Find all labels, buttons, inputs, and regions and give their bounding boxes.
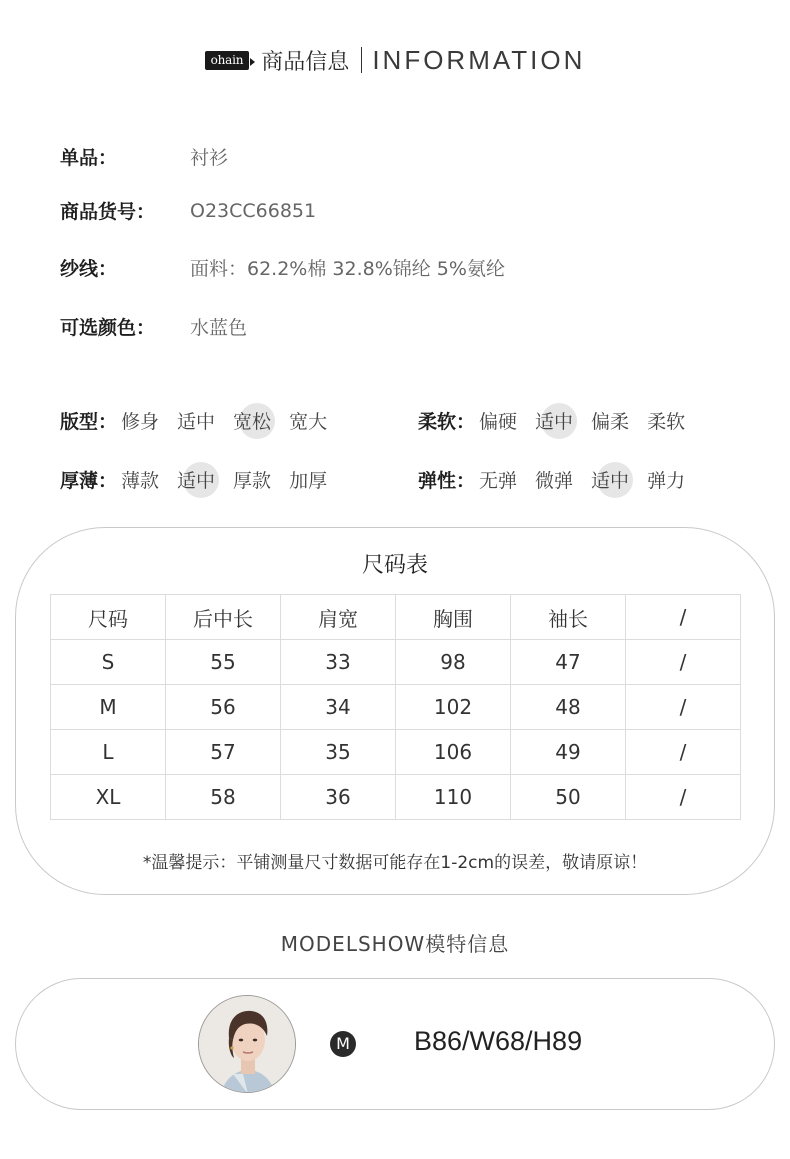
table-header-cell: 胸围 xyxy=(396,595,511,640)
attr-softness-option-selected: 适中 xyxy=(535,407,573,434)
table-header-cell: 尺码 xyxy=(51,595,166,640)
model-portrait-image xyxy=(199,996,296,1093)
info-label-item: 单品： xyxy=(60,147,118,169)
info-row-color xyxy=(60,313,247,340)
page-header xyxy=(0,40,790,80)
info-label-sku: 商品货号： xyxy=(60,201,156,223)
model-avatar xyxy=(198,995,296,1093)
table-cell: 57 xyxy=(166,730,281,775)
table-cell: / xyxy=(626,730,741,775)
table-cell: 56 xyxy=(166,685,281,730)
model-size-badge: M xyxy=(330,1031,356,1057)
attr-softness-option: 柔软 xyxy=(647,411,686,433)
table-header-cell: / xyxy=(626,595,741,640)
table-cell: 102 xyxy=(396,685,511,730)
model-section-title: MODELSHOW模特信息 xyxy=(280,932,510,956)
table-cell: L xyxy=(51,730,166,775)
attr-elasticity xyxy=(418,466,703,493)
attr-elasticity-option-selected: 适中 xyxy=(591,466,629,493)
attr-thickness-option: 加厚 xyxy=(289,470,328,492)
table-cell: M xyxy=(51,685,166,730)
attr-softness xyxy=(418,407,703,434)
attr-softness-option: 偏柔 xyxy=(591,411,630,433)
info-row-item xyxy=(60,143,228,170)
table-header-cell: 后中长 xyxy=(166,595,281,640)
table-row xyxy=(51,775,741,820)
attr-elasticity-label: 弹性： xyxy=(418,470,476,492)
info-label-yarn: 纱线： xyxy=(60,258,118,280)
table-cell: 55 xyxy=(166,640,281,685)
size-table xyxy=(50,594,741,820)
table-cell: 50 xyxy=(511,775,626,820)
model-info-panel xyxy=(15,978,775,1110)
table-cell: 47 xyxy=(511,640,626,685)
table-row xyxy=(51,640,741,685)
table-cell: 35 xyxy=(281,730,396,775)
table-cell: 33 xyxy=(281,640,396,685)
table-header-cell: 袖长 xyxy=(511,595,626,640)
table-cell: 49 xyxy=(511,730,626,775)
header-title-en: INFORMATION xyxy=(372,44,586,75)
attr-fit-option-selected: 宽松 xyxy=(233,407,271,434)
table-cell: / xyxy=(626,640,741,685)
attr-elasticity-option: 弹力 xyxy=(647,470,686,492)
info-label-color: 可选颜色： xyxy=(60,317,156,339)
info-value-color: 水蓝色 xyxy=(190,317,248,339)
info-row-sku xyxy=(60,197,316,224)
attr-fit xyxy=(60,407,345,434)
attr-softness-option: 偏硬 xyxy=(479,411,518,433)
attr-fit-option: 宽大 xyxy=(289,411,328,433)
info-value-item: 衬衫 xyxy=(190,147,229,169)
table-cell: / xyxy=(626,685,741,730)
table-header-row xyxy=(51,595,741,640)
table-row xyxy=(51,685,741,730)
table-row xyxy=(51,730,741,775)
table-header-cell: 肩宽 xyxy=(281,595,396,640)
size-chart-title: 尺码表 xyxy=(361,553,428,578)
header-divider xyxy=(361,47,362,73)
size-chart-note: *温馨提示：平铺测量尺寸数据可能存在1-2cm的误差，敬请原谅！ xyxy=(142,853,648,873)
info-row-yarn xyxy=(60,254,505,281)
table-cell: 98 xyxy=(396,640,511,685)
attr-thickness xyxy=(60,466,345,493)
attr-fit-label: 版型： xyxy=(60,411,118,433)
table-cell: 34 xyxy=(281,685,396,730)
model-measurements: B86/W68/H89 xyxy=(414,1026,583,1056)
attr-fit-option: 修身 xyxy=(121,411,160,433)
attr-thickness-option-selected: 适中 xyxy=(177,466,215,493)
table-cell: 110 xyxy=(396,775,511,820)
table-cell: 58 xyxy=(166,775,281,820)
info-value-sku: O23CC66851 xyxy=(190,199,317,222)
attr-thickness-option: 薄款 xyxy=(121,470,160,492)
table-cell: 48 xyxy=(511,685,626,730)
header-title-cn: 商品信息 xyxy=(261,49,350,75)
info-value-yarn: 面料：62.2%棉 32.8%锦纶 5%氨纶 xyxy=(190,258,505,280)
table-cell: 36 xyxy=(281,775,396,820)
attr-elasticity-option: 无弹 xyxy=(479,470,518,492)
attr-elasticity-option: 微弹 xyxy=(535,470,574,492)
table-cell: 106 xyxy=(396,730,511,775)
table-cell: XL xyxy=(51,775,166,820)
attr-thickness-option: 厚款 xyxy=(233,470,272,492)
table-cell: S xyxy=(51,640,166,685)
brand-logo: ohain xyxy=(205,51,250,70)
attr-thickness-label: 厚薄： xyxy=(60,470,118,492)
table-cell: / xyxy=(626,775,741,820)
attr-fit-option: 适中 xyxy=(177,411,216,433)
attr-softness-label: 柔软： xyxy=(418,411,476,433)
